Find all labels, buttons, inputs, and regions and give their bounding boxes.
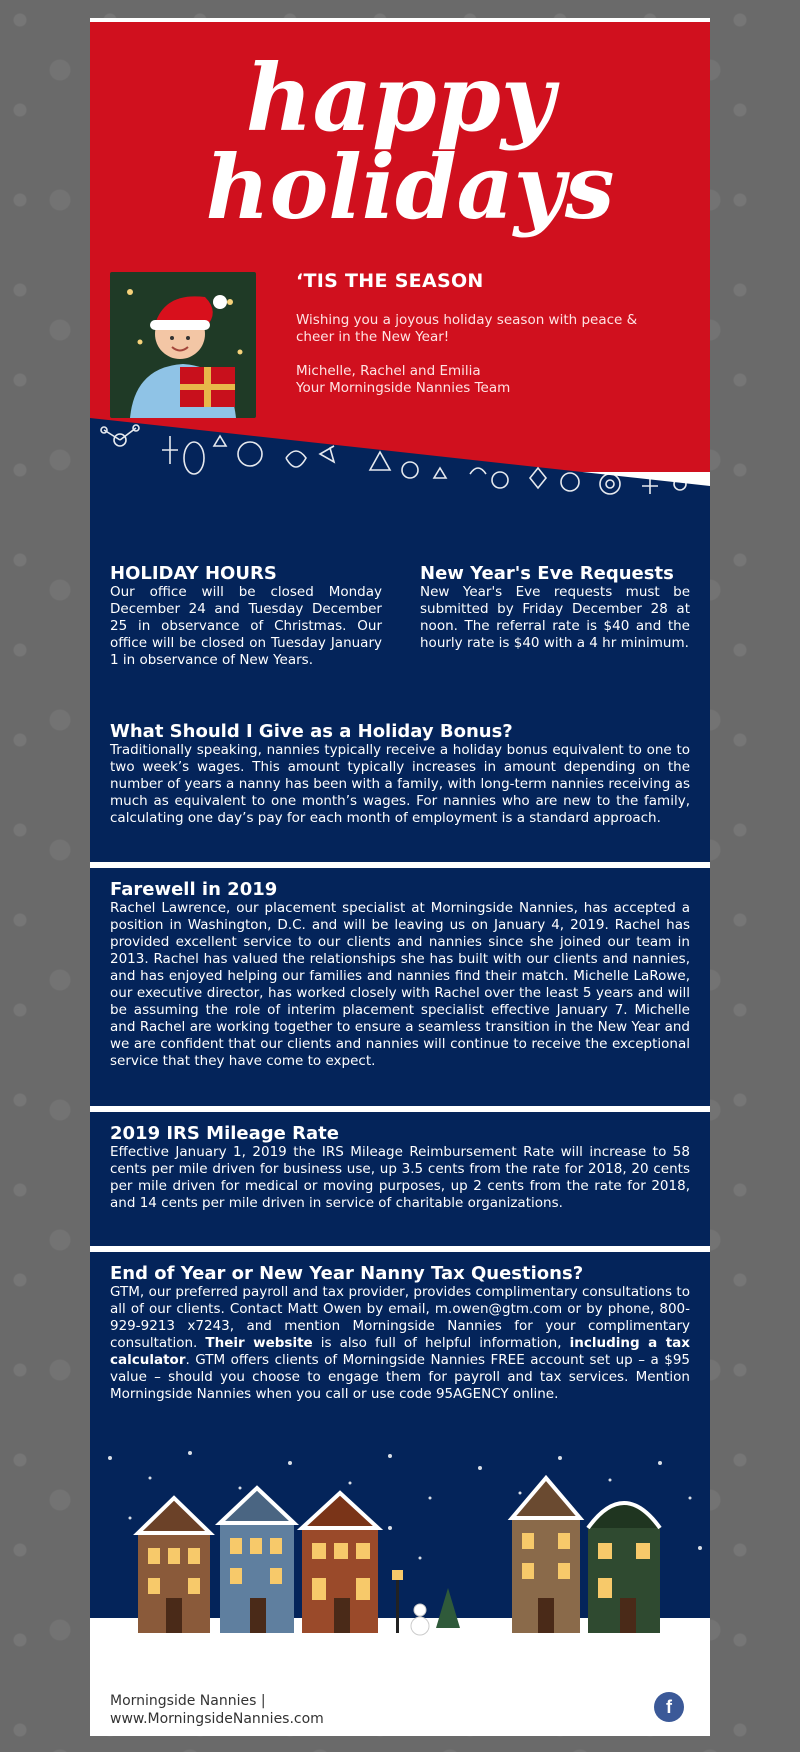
signoff-names: Michelle, Rachel and Emilia <box>296 363 481 379</box>
tax-text-1: GTM, our preferred payroll and tax provider, provides complimentary consultations to all of our clients. Contact Matt Owen by email, m.owen@gtm.com or by phone, 800-929-9213 x7243, and mention Morningside Nannies for your complimentary consultation. <box>110 1284 690 1351</box>
tax-calculator-link[interactable]: including a tax calculator <box>110 1335 690 1368</box>
title-line-1: happy <box>245 44 555 152</box>
tax-text <box>110 1284 690 1403</box>
footer-contact <box>110 1692 324 1728</box>
company-name: Morningside Nannies | <box>110 1693 266 1709</box>
season-heading: ‘TIS THE SEASON <box>296 270 484 292</box>
farewell-heading: Farewell in 2019 <box>110 879 278 900</box>
hours-bonus-section <box>90 548 710 878</box>
farewell-section <box>90 868 710 1122</box>
title-line-2: holidays <box>205 135 615 239</box>
tax-text-3: . GTM offers clients of Morningside Nannies FREE account set up – a $95 value – should you choose to engage them for payroll and tax services. Mention Morningside Nannies when you call or use code 95AGENCY online. <box>110 1352 690 1402</box>
tax-text-2: is also full of helpful information, <box>312 1335 570 1351</box>
signoff-team: Your Morningside Nannies Team <box>296 380 511 396</box>
holiday-hours-text: Our office will be closed Monday December 24 and Tuesday December 25 in observance of Christmas. Our office will be closed on Tuesday January 1 in observance of New Years. <box>110 584 382 668</box>
irs-heading: 2019 IRS Mileage Rate <box>110 1123 339 1144</box>
facebook-icon[interactable]: f <box>654 1692 684 1722</box>
happy-holidays-lettering <box>90 30 710 245</box>
irs-section <box>90 1112 710 1252</box>
bonus-text: Traditionally speaking, nannies typically receive a holiday bonus equivalent to one to two week’s wages. This amount typically increases in amount depending on the number of years a nanny has been with a family, with long-term nannies receiving as much as equivalent to one month’s wages. For nannies who are new to the family, calculating one day’s pay for each month of employment is a standard approach. <box>110 742 690 826</box>
holiday-hours <box>110 564 382 669</box>
irs-text: Effective January 1, 2019 the IRS Mileage Reimbursement Rate will increase to 58 cents per mile driven for business use, up 3.5 cents from the rate for 2018, 20 cents per mile driven for medical or moving purposes, up 2 cents from the rate for 2018, and 14 cents per mile driven in service of charitable organizations. <box>110 1144 690 1211</box>
nye-requests <box>420 564 690 652</box>
girl-with-gift-photo <box>110 272 256 418</box>
wish-text: Wishing you a joyous holiday season with peace & cheer in the New Year! <box>296 312 638 345</box>
farewell-text: Rachel Lawrence, our placement specialist at Morningside Nannies, has accepted a position in Washington, D.C. and will be leaving us on January 4, 2019. Rachel has provided excellent service to our clients and nannies since she joined our team in 2013. Rachel has valued the relationships she has built with our clients and nannies, and has enjoyed helping our families and nannies find their match. Michelle LaRowe, our executive director, has worked closely with Rachel over the least 5 years and will be assuming the role of interim placement specialist effective January 7. Michelle and Rachel are working together to ensure a seamless transition in the New Year and we are confident that our clients and nannies will continue to receive the exceptional service that they have come to expect. <box>110 900 690 1069</box>
snowy-village-illustration <box>90 1438 710 1688</box>
holiday-bonus <box>110 722 690 827</box>
season-message <box>296 312 676 397</box>
hero-banner <box>90 22 710 472</box>
newsletter <box>90 18 710 1736</box>
nye-heading: New Year's Eve Requests <box>420 563 674 584</box>
website-url[interactable]: www.MorningsideNannies.com <box>110 1711 324 1727</box>
tax-section <box>90 1252 710 1452</box>
holiday-hours-heading: HOLIDAY HOURS <box>110 563 277 584</box>
website-link[interactable]: Their website <box>205 1335 313 1351</box>
nye-text: New Year's Eve requests must be submitted by Friday December 28 at noon. The referral rate is $40 and the hourly rate is $40 with a 4 hr minimum. <box>420 584 690 651</box>
footer <box>90 1678 710 1736</box>
bonus-heading: What Should I Give as a Holiday Bonus? <box>110 721 513 742</box>
tax-heading: End of Year or New Year Nanny Tax Questions? <box>110 1263 584 1284</box>
